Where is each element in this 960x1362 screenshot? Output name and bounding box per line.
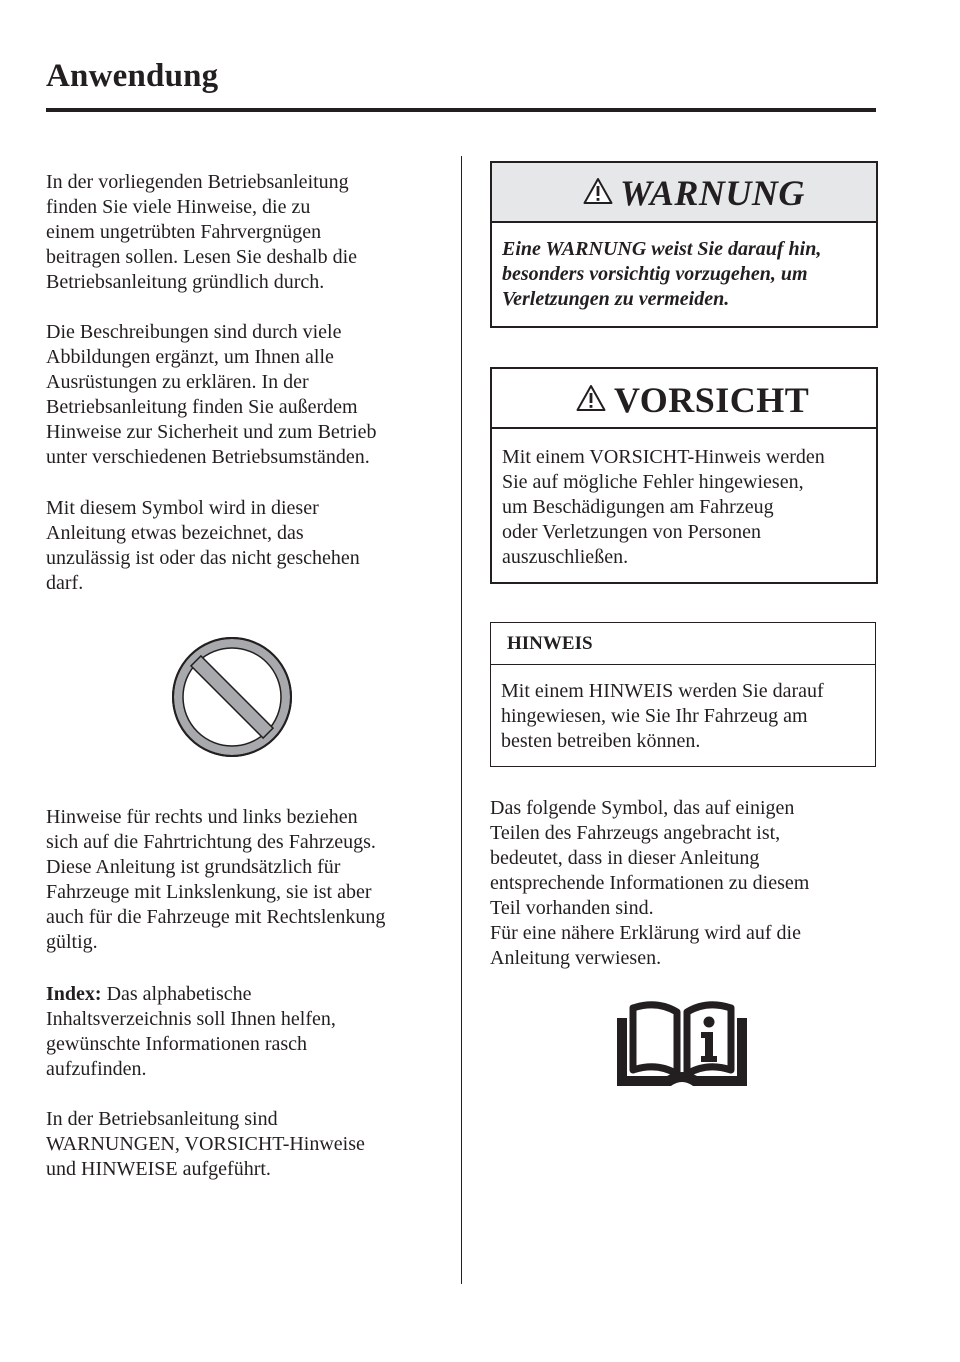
listing-paragraph: In der Betriebsanleitung sind WARNUNGEN, VORSICHT-Hinweise und HINWEISE aufgeführt.	[46, 1108, 365, 1180]
index-paragraph	[46, 982, 446, 1082]
warning-title: WARNUNG	[620, 173, 805, 213]
page-title: Anwendung	[46, 58, 219, 94]
manual-symbol-paragraph: Das folgende Symbol, das auf einigen Teilen des Fahrzeugs angebracht ist, bedeutet, dass in dieser Anleitung entsprechende Informationen zu diesem Teil vorhanden sind. Für eine nähere Erklärung wird auf die Anleitung verwiesen.	[490, 797, 810, 969]
symbol-paragraph: Mit diesem Symbol wird in dieser Anleitung etwas bezeichnet, das unzulässig ist oder das nicht geschehen darf.	[46, 497, 360, 594]
column-divider	[461, 156, 462, 1284]
direction-paragraph: Hinweise für rechts und links beziehen sich auf die Fahrtrichtung des Fahrzeugs. Diese Anleitung ist grundsätzlich für Fahrzeuge mit Linkslenkung, sie ist aber auch für die Fahrzeuge mit Rechtslenkung gültig.	[46, 806, 386, 953]
note-text: Mit einem HINWEIS werden Sie darauf hingewiesen, wie Sie Ihr Fahrzeug am besten betreiben können.	[501, 680, 824, 752]
description-paragraph: Die Beschreibungen sind durch viele Abbildungen ergänzt, um Ihnen alle Ausrüstungen zu erklären. In der Betriebsanleitung finden Sie außerdem Hinweise zur Sicherheit und zum Betrieb unter verschiedenen Betriebsumständen.	[46, 321, 377, 468]
intro-paragraph: In der vorliegenden Betriebsanleitung finden Sie viele Hinweise, die zu einem ungetrübten Fahrvergnügen beitragen sollen. Lesen Sie deshalb die Betriebsanleitung gründlich durch.	[46, 171, 358, 293]
note-box	[490, 622, 876, 767]
index-label: Index:	[46, 983, 102, 1005]
warning-box	[490, 161, 878, 328]
warning-text: Eine WARNUNG weist Sie darauf hin, besonders vorsichtig vorzugehen, um Verletzungen zu vermeiden.	[502, 238, 822, 310]
open-book-info-icon	[613, 1000, 751, 1088]
caution-box	[490, 367, 878, 584]
note-header	[491, 623, 875, 665]
warning-triangle-icon	[576, 384, 606, 412]
warning-triangle-icon	[583, 177, 613, 205]
prohibited-symbol-icon	[167, 632, 297, 762]
title-rule	[46, 108, 876, 112]
caution-text: Mit einem VORSICHT-Hinweis werden Sie auf mögliche Fehler hingewiesen, um Beschädigungen am Fahrzeug oder Verletzungen von Personen auszuschließen.	[502, 446, 825, 568]
note-title: HINWEIS	[507, 633, 593, 654]
caution-header	[492, 369, 876, 429]
index-text: Das alphabetische Inhaltsverzeichnis soll Ihnen helfen, gewünschte Informationen rasch aufzufinden.	[46, 983, 336, 1080]
warning-header	[492, 163, 876, 223]
caution-title: VORSICHT	[614, 380, 810, 420]
